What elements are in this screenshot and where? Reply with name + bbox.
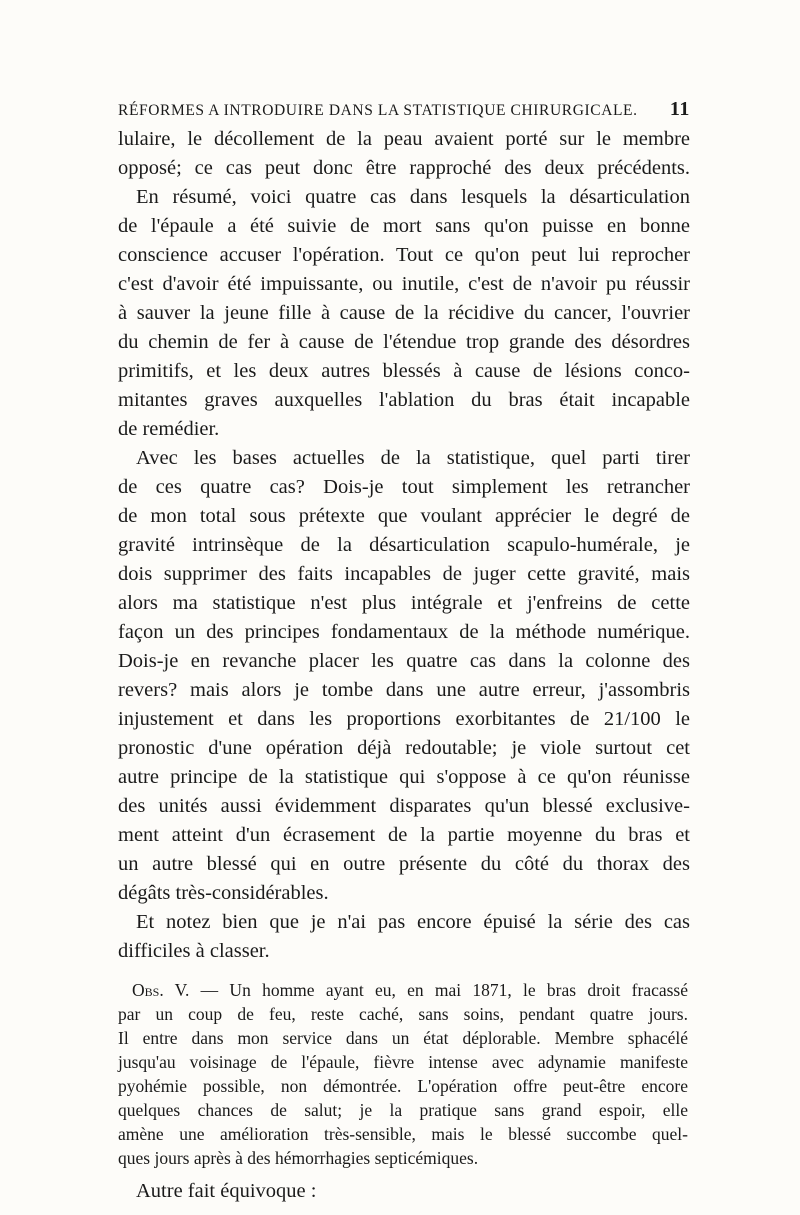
text-line: lulaire, le décollement de la peau avaient porté sur le membre [118, 128, 690, 150]
text-line: un autre blessé qui en outre présente du côté du thorax des [118, 853, 690, 875]
text-line: opposé; ce cas peut donc être rapproché des deux précédents. [118, 157, 690, 179]
text-line: Avec les bases actuelles de la statistique, quel parti tirer [136, 447, 690, 469]
text-line: Et notez bien que je n'ai pas encore épuisé la série des cas [136, 911, 690, 933]
text-line: de remédier. [118, 418, 220, 440]
note-line: ques jours après à des hémorrhagies septicémiques. [118, 1148, 479, 1168]
closing-line: Autre fait équivoque : [136, 1180, 317, 1202]
text-line: difficiles à classer. [118, 940, 270, 962]
text-line: alors ma statistique n'est plus intégrale et j'enfreins de cette [118, 592, 690, 614]
text-line: dégâts très-considérables. [118, 882, 329, 904]
text-line: dois supprimer des faits incapables de juger cette gravité, mais [118, 563, 690, 585]
running-head [118, 98, 690, 122]
text-line: primitifs, et les deux autres blessés à cause de lésions conco- [118, 360, 690, 382]
note-line [132, 979, 688, 1002]
text-line: gravité intrinsèque de la désarticulation scapulo-humérale, je [118, 534, 690, 556]
page-number: 11 [669, 98, 690, 120]
running-title: RÉFORMES A INTRODUIRE DANS LA STATISTIQUE CHIRURGICALE. [118, 102, 638, 119]
note-line: quelques chances de salut; je la pratique sans grand espoir, elle [118, 1100, 688, 1120]
note-line: Il entre dans mon service dans un état déplorable. Membre sphacélé [118, 1028, 688, 1048]
text-line: injustement et dans les proportions exorbitantes de 21/100 le [118, 708, 690, 730]
text-line: du chemin de fer à cause de l'étendue trop grande des désordres [118, 331, 690, 353]
note-line: jusqu'au voisinage de l'épaule, fièvre intense avec adynamie manifeste [118, 1052, 688, 1072]
note-line-text: — Un homme ayant eu, en mai 1871, le bras droit fracassé [189, 980, 689, 1000]
text-line: de l'épaule a été suivie de mort sans qu'on puisse en bonne [118, 215, 690, 237]
text-line: Dois-je en revanche placer les quatre cas dans la colonne des [118, 650, 690, 672]
note-line: amène une amélioration très-sensible, mais le blessé succombe quel- [118, 1124, 688, 1144]
text-line: autre principe de la statistique qui s'oppose à ce qu'on réunisse [118, 766, 690, 788]
text-line: mitantes graves auxquelles l'ablation du bras était incapable [118, 389, 690, 411]
text-line: conscience accuser l'opération. Tout ce qu'on peut lui reprocher [118, 244, 690, 266]
text-line: En résumé, voici quatre cas dans lesquels la désarticulation [136, 186, 690, 208]
note-line: par un coup de feu, reste caché, sans soins, pendant quatre jours. [118, 1004, 688, 1024]
observation-label: Obs. V. [132, 980, 190, 1000]
note-line: pyohémie possible, non démontrée. L'opération offre peut-être encore [118, 1076, 688, 1096]
text-line: de mon total sous prétexte que voulant apprécier le degré de [118, 505, 690, 527]
text-line: ment atteint d'un écrasement de la partie moyenne du bras et [118, 824, 690, 846]
text-line: revers? mais alors je tombe dans une autre erreur, j'assombris [118, 679, 690, 701]
text-line: à sauver la jeune fille à cause de la récidive du cancer, l'ouvrier [118, 302, 690, 324]
text-line: pronostic d'une opération déjà redoutable; je viole surtout cet [118, 737, 690, 759]
text-line: de ces quatre cas? Dois-je tout simplement les retrancher [118, 476, 690, 498]
text-line: des unités aussi évidemment disparates qu'un blessé exclusive- [118, 795, 690, 817]
text-line: c'est d'avoir été impuissante, ou inutile, c'est de n'avoir pu réussir [118, 273, 690, 295]
text-line: façon un des principes fondamentaux de la méthode numérique. [118, 621, 690, 643]
